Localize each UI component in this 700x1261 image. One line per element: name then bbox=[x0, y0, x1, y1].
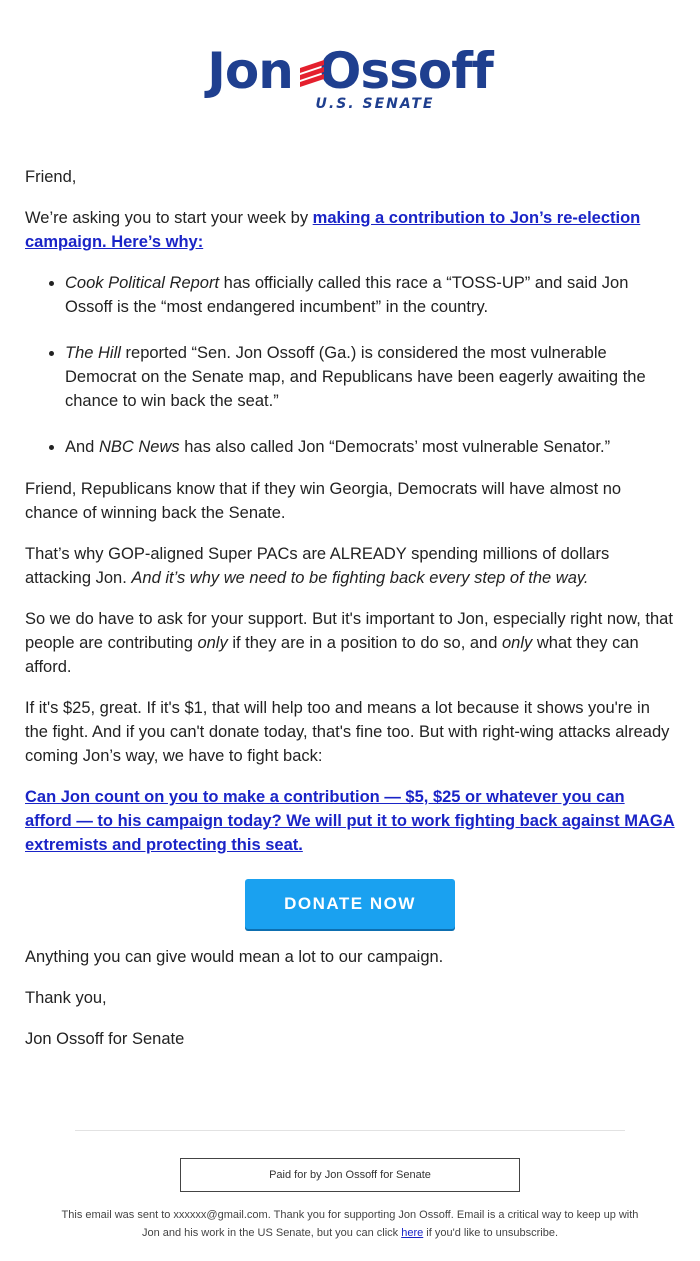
bullet-source: NBC News bbox=[98, 438, 180, 456]
support-text-c: what they can afford. bbox=[25, 634, 639, 676]
footer-divider bbox=[75, 1130, 625, 1131]
footer-text-a: This email was sent to xxxxxx@gmail.com. Thank you for supporting Jon Ossoff. Email is a critical way to keep up with Jon and his work in the US Senate, but you can click bbox=[61, 1209, 639, 1239]
bullet-text: reported “Sen. Jon Ossoff (Ga.) is considered the most vulnerable Democrat on the Senate map, and Republicans have been eagerly awaiting the chance to win back the seat.” bbox=[65, 344, 646, 410]
logo-last-name: Ossoff bbox=[318, 42, 493, 100]
list-item bbox=[65, 271, 675, 319]
bullet-text: has officially called this race a “TOSS-UP” and said Jon Ossoff is the “most endangered incumbent” in the country. bbox=[65, 274, 629, 316]
super-pac-paragraph bbox=[25, 542, 675, 590]
intro-text: We’re asking you to start your week by bbox=[25, 209, 313, 227]
footer-text-b: if you'd like to unsubscribe. bbox=[423, 1227, 559, 1239]
list-item bbox=[65, 341, 675, 413]
paid-for-box: Paid for by Jon Ossoff for Senate bbox=[180, 1158, 520, 1192]
georgia-paragraph: Friend, Republicans know that if they win Georgia, Democrats will have almost no chance of winning back the Senate. bbox=[25, 480, 622, 522]
flag-swoosh-icon bbox=[298, 54, 328, 90]
bullet-source: The Hill bbox=[65, 344, 121, 362]
thank-you: Thank you, bbox=[25, 989, 107, 1007]
intro-contribution-link[interactable]: making a contribution to Jon’s re-election campaign. Here’s why: bbox=[25, 209, 641, 251]
donate-button-wrapper bbox=[25, 879, 675, 929]
support-paragraph bbox=[25, 607, 675, 679]
bullet-lead: And bbox=[65, 438, 99, 456]
intro-paragraph bbox=[25, 206, 675, 254]
greeting: Friend, bbox=[25, 168, 77, 186]
super-pac-italic: And it’s why we need to be fighting back every step of the way. bbox=[131, 569, 589, 587]
donate-now-button[interactable]: DONATE NOW bbox=[245, 879, 455, 929]
email-body bbox=[25, 165, 675, 1068]
logo-wordmark bbox=[0, 40, 700, 102]
super-pac-text: That’s why GOP-aligned Super PACs are ALREADY spending millions of dollars attacking Jon. bbox=[25, 545, 610, 587]
bullet-source: Cook Political Report bbox=[65, 274, 220, 292]
footer-text bbox=[60, 1206, 640, 1242]
closing-paragraph: Anything you can give would mean a lot to our campaign. bbox=[25, 948, 444, 966]
support-only-2: only bbox=[502, 634, 533, 652]
unsubscribe-link[interactable]: here bbox=[401, 1227, 424, 1239]
support-text-a: So we do have to ask for your support. But it's important to Jon, especially right now, that people are contributing bbox=[25, 610, 673, 652]
support-only-1: only bbox=[197, 634, 228, 652]
signature: Jon Ossoff for Senate bbox=[25, 1030, 185, 1048]
campaign-logo bbox=[0, 40, 700, 130]
logo-first-name: Jon bbox=[207, 42, 293, 100]
cta-paragraph bbox=[25, 785, 675, 857]
support-text-b: if they are in a position to do so, and bbox=[227, 634, 502, 652]
bullet-text: has also called Jon “Democrats’ most vulnerable Senator.” bbox=[179, 438, 611, 456]
list-item bbox=[65, 435, 675, 459]
amount-paragraph: If it's $25, great. If it's $1, that will help too and means a lot because it shows you're in the fight. And if you can't donate today, that's fine too. But with right-wing attacks already coming Jon’s way, we have to fight back: bbox=[25, 699, 670, 765]
reasons-list bbox=[25, 271, 675, 459]
logo-subtitle: U.S. SENATE bbox=[315, 96, 435, 112]
cta-contribution-link[interactable]: Can Jon count on you to make a contribution — $5, $25 or whatever you can afford — to his campaign today? We will put it to work fighting back against MAGA extremists and protecting this seat. bbox=[25, 788, 675, 854]
